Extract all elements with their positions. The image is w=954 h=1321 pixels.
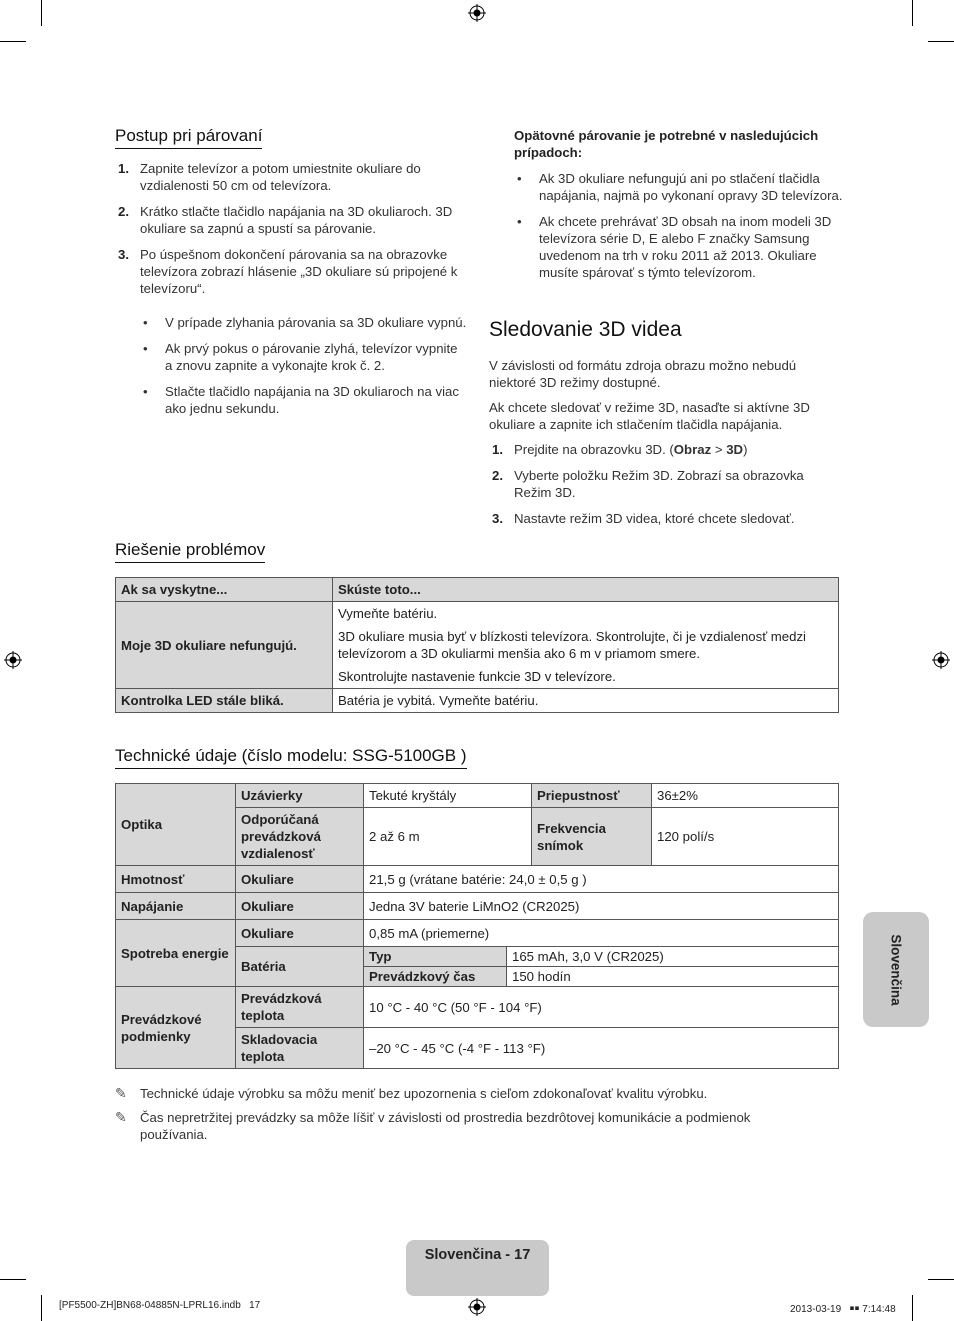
table-row: Batéria Typ 165 mAh, 3,0 V (CR2025) [116, 947, 839, 967]
problem-cell: Kontrolka LED stále bliká. [116, 689, 333, 713]
specs-heading: Technické údaje (číslo modelu: SSG-5100GB ) [115, 746, 467, 769]
table-row [116, 578, 839, 602]
solution-cell: Skontrolujte nastavenie funkcie 3D v televízore. [333, 665, 839, 689]
solution-cell: Batéria je vybitá. Vymeňte batériu. [333, 689, 839, 713]
watching-para-1: V závislosti od formátu zdroja obrazu možno nebudú niektoré 3D režimy dostupné. [489, 358, 797, 390]
crop-mark [928, 1279, 954, 1280]
repairing-section [514, 127, 844, 290]
solution-cell: 3D okuliare musia byť v blízkosti televízora. Skontrolujte, či je vzdialenosť medzi televízorom a 3D okuliarmi menšia ako 6 m v priamom smere. [333, 625, 839, 665]
specs-table [115, 783, 839, 1069]
table-row: Optika Uzávierky Tekuté kryštály Priepustnosť 36±2% [116, 784, 839, 808]
bullet-icon: • [517, 171, 522, 186]
bullet-icon: • [143, 384, 148, 399]
bullet-icon: • [143, 341, 148, 356]
registration-mark-icon [468, 1298, 486, 1316]
list-item: • Ak chcete prehrávať 3D obsah na inom modeli 3D televízora série D, E alebo F značky Samsung uvedenom na trh v roku 2011 až 2013. Okuliare musíte spárovať s týmto televízorom. [517, 214, 832, 280]
pairing-steps [115, 160, 467, 297]
watching-heading: Sledovanie 3D videa [489, 318, 682, 341]
registration-mark-icon [4, 651, 22, 669]
table-row: Hmotnosť Okuliare 21,5 g (vrátane batérie: 24,0 ± 0,5 g ) [116, 866, 839, 893]
list-item: • Stlačte tlačidlo napájania na 3D okuliaroch na viac ako jednu sekundu. [143, 384, 459, 416]
watching-steps [489, 441, 834, 527]
crop-mark [41, 0, 42, 26]
troubleshooting-heading: Riešenie problémov [115, 540, 265, 563]
list-item: • V prípade zlyhania párovania sa 3D okuliare vypnú. [143, 315, 467, 330]
registration-mark-icon [468, 4, 486, 22]
table-row: Spotreba energie Okuliare 0,85 mA (priemerne) [116, 920, 839, 947]
table-row: Prevádzkový čas 150 hodín [116, 967, 839, 987]
table-row [116, 602, 839, 626]
problem-cell: Moje 3D okuliare nefungujú. [116, 602, 333, 689]
troubleshooting-table [115, 577, 839, 713]
table-row: Odporúčaná prevádzková vzdialenosť 2 až 6 m Frekvencia snímok 120 polí/s [116, 808, 839, 866]
table-row [116, 689, 839, 713]
bullet-icon: • [517, 214, 522, 229]
crop-mark [41, 1295, 42, 1321]
registration-mark-icon [932, 651, 950, 669]
watching-section [489, 357, 834, 536]
print-footer-left: [PF5500-ZH]BN68-04885N-LPRL16.indb 17 [59, 1300, 261, 1311]
crop-mark [928, 41, 954, 42]
list-item: 3. Po úspešnom dokončení párovania sa na obrazovke televízora zobrazí hlásenie „3D okuliare sú pripojené k televízoru“. [118, 247, 458, 296]
repairing-heading: Opätovné párovanie je potrebné v nasledujúcich prípadoch: [514, 128, 819, 160]
list-item: 1. Zapnite televízor a potom umiestnite okuliare do vzdialenosti 50 cm od televízora. [118, 161, 421, 193]
pairing-section [115, 160, 467, 426]
table-row: Skladovacia teplota –20 °C - 45 °C (-4 °F - 113 °F) [116, 1028, 839, 1069]
watching-para-2: Ak chcete sledovať v režime 3D, nasaďte si aktívne 3D okuliare a zapnite ich stlačením tlačidla napájania. [489, 400, 810, 432]
crop-mark [0, 41, 26, 42]
pairing-heading: Postup pri párovaní [115, 126, 262, 149]
crop-mark [912, 0, 913, 26]
table-header: Skúste toto... [333, 578, 839, 602]
list-item: • Ak 3D okuliare nefungujú ani po stlačení tlačidla napájania, najmä po vykonaní opravy 3D televízora. [517, 171, 843, 203]
crop-mark [0, 1279, 26, 1280]
crop-mark [912, 1295, 913, 1321]
list-item: 3. Nastavte režim 3D videa, ktoré chcete sledovať. [492, 511, 795, 526]
list-item: 2. Vyberte položku Režim 3D. Zobrazí sa obrazovka Režim 3D. [492, 468, 804, 500]
note: ✎ Čas nepretržitej prevádzky sa môže líšiť v závislosti od prostredia bezdrôtovej komunikácie a podmienok používania. [115, 1109, 751, 1142]
repairing-bullets [514, 170, 844, 281]
bullet-icon: • [143, 315, 148, 330]
pencil-note-icon: ✎ [115, 1109, 127, 1125]
note: ✎ Technické údaje výrobku sa môžu meniť bez upozornenia s cieľom zdokonaľovať kvalitu výrobku. [115, 1085, 708, 1101]
print-footer-right: 2013-03-19 ￭￭ 7:14:48 [790, 1304, 896, 1315]
language-side-tab: Slovenčina [863, 912, 929, 1027]
table-row: Prevádzkové podmienky Prevádzková teplota 10 °C - 40 °C (50 °F - 104 °F) [116, 987, 839, 1028]
pairing-bullets [115, 314, 467, 417]
list-item: 1. Prejdite na obrazovku 3D. (Obraz > 3D) [492, 442, 748, 457]
table-header: Ak sa vyskytne... [116, 578, 333, 602]
pencil-note-icon: ✎ [115, 1085, 127, 1101]
list-item: 2. Krátko stlačte tlačidlo napájania na 3D okuliaroch. 3D okuliare sa zapnú a spustí sa párovanie. [118, 204, 453, 236]
list-item: • Ak prvý pokus o párovanie zlyhá, televízor vypnite a znovu zapnite a vykonajte krok č. 2. [143, 341, 458, 373]
page-label: Slovenčina - 17 [406, 1240, 549, 1296]
table-row: Napájanie Okuliare Jedna 3V baterie LiMnO2 (CR2025) [116, 893, 839, 920]
solution-cell: Vymeňte batériu. [333, 602, 839, 626]
